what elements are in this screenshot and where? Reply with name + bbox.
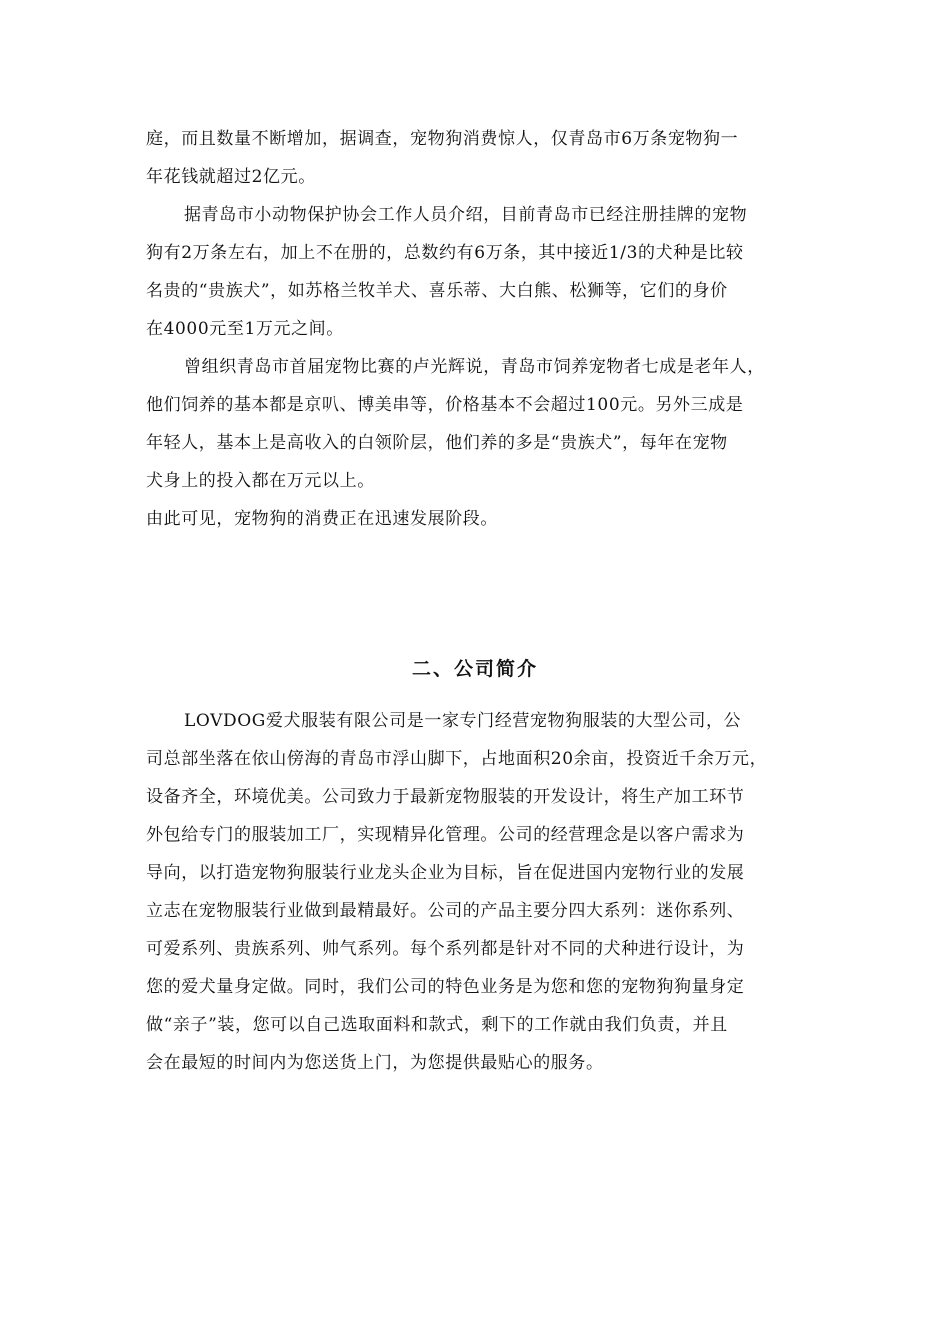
paragraph-line: 据青岛市小动物保护协会工作人员介绍，目前青岛市已经注册挂牌的宠物: [184, 205, 748, 225]
paragraph-line: 外包给专门的服装加工厂，实现精异化管理。公司的经营理念是以客户需求为: [146, 825, 745, 845]
section-heading: 二、公司简介: [411, 658, 538, 680]
paragraph-line: 犬身上的投入都在万元以上。: [146, 471, 375, 491]
paragraph-line: 做“亲子”装，您可以自己选取面料和款式，剩下的工作就由我们负责，并且: [146, 1015, 728, 1035]
paragraph-line: 立志在宠物服装行业做到最精最好。公司的产品主要分四大系列：迷你系列、: [146, 901, 745, 921]
paragraph-line: 可爱系列、贵族系列、帅气系列。每个系列都是针对不同的犬种进行设计，为: [146, 939, 745, 959]
paragraph-line: 年轻人，基本上是高收入的白领阶层，他们养的多是“贵族犬”，每年在宠物: [146, 433, 728, 453]
paragraph-line: 庭，而且数量不断增加，据调查，宠物狗消费惊人，仅青岛市6万条宠物狗一: [146, 129, 739, 149]
paragraph-line: 曾组织青岛市首届宠物比赛的卢光辉说，青岛市饲养宠物者七成是老年人，: [184, 357, 765, 377]
paragraph-line: 司总部坐落在依山傍海的青岛市浮山脚下，占地面积20余亩，投资近千余万元，: [146, 749, 768, 769]
paragraph-line: 在4000元至1万元之间。: [146, 319, 344, 339]
paragraph-line: 会在最短的时间内为您送货上门，为您提供最贴心的服务。: [146, 1053, 604, 1073]
paragraph-line: 年花钱就超过2亿元。: [146, 167, 316, 187]
paragraph-line: 您的爱犬量身定做。同时，我们公司的特色业务是为您和您的宠物狗狗量身定: [146, 977, 745, 997]
company-intro-text: [146, 702, 814, 1082]
paragraph-line: 狗有2万条左右，加上不在册的，总数约有6万条，其中接近1/3的犬种是比较: [146, 243, 744, 263]
paragraph-line: 由此可见，宠物狗的消费正在迅速发展阶段。: [146, 509, 498, 529]
paragraph-line: LOVDOG爱犬服装有限公司是一家专门经营宠物狗服装的大型公司，公: [184, 711, 742, 731]
paragraph-line: 设备齐全，环境优美。公司致力于最新宠物服装的开发设计，将生产加工环节: [146, 787, 745, 807]
paragraph-line: 名贵的“贵族犬”，如苏格兰牧羊犬、喜乐蒂、大白熊、松狮等，它们的身价: [146, 281, 728, 301]
market-analysis-text: [146, 120, 814, 538]
paragraph-line: 他们饲养的基本都是京叭、博美串等，价格基本不会超过100元。另外三成是: [146, 395, 744, 415]
paragraph-line: 导向，以打造宠物狗服装行业龙头企业为目标，旨在促进国内宠物行业的发展: [146, 863, 745, 883]
